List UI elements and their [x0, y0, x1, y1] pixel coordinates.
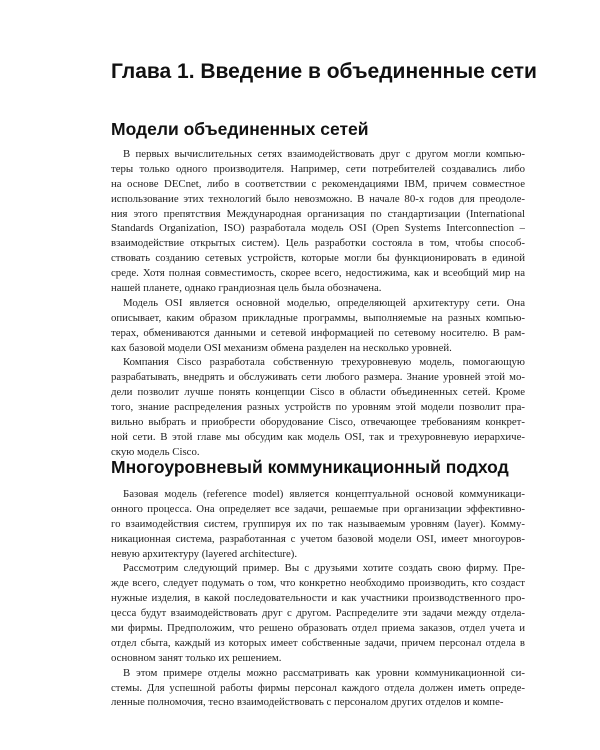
paragraph [111, 296, 525, 356]
text-line: нашей планете, однако грандиозная цель была обозначена. [111, 282, 382, 295]
text-line: того, знание распределения разных устройств по уровням этой модели позволит пра- [111, 401, 525, 414]
text-line: описывает, каким образом прикладные программы, выполняемые на разных компью- [111, 311, 525, 324]
text-line: Компания Cisco разработала собственную трехуровневую модель, помогающую [123, 356, 525, 369]
paragraph [111, 487, 525, 561]
text-line: жде всего, следует подумать о том, что конкретно необходимо производить, кто создаст [111, 577, 525, 590]
text-line: никационная система, разработанная с учетом базовой модели OSI, имеет многоуров- [111, 532, 525, 545]
text-line: основном занят только их решением. [111, 651, 282, 664]
text-line: В этом примере отделы можно рассматривать как уровни коммуникационной си- [123, 666, 525, 679]
text-line: Рассмотрим следующий пример. Вы с друзьями хотите создать свою фирму. Пре- [123, 562, 525, 575]
text-line: дели позволит лучше понять концепции Cisco в области объединенных сетей. Кроме [111, 386, 525, 399]
text-line: разрабатывать, внедрять и обслуживать сети любого размера. Знание уровней этой мо- [111, 371, 525, 384]
text-line: В первых вычислительных сетях взаимодействовать друг с другом могли компью- [123, 148, 525, 160]
text-line: скую модель Cisco. [111, 445, 200, 458]
paragraph [111, 355, 525, 459]
text-line: онного процесса. Она определяет все задачи, решаемые при организации эффективно- [111, 502, 525, 515]
text-line: ствовать созданию сетевых устройств, которые могли бы функционировать в единой [111, 252, 525, 265]
chapter-title: Глава 1. Введение в объединенные сети [111, 60, 537, 83]
text-line: невую архитектуру (layered architecture). [111, 547, 298, 560]
text-line: отдел сбыта, каждый из которых имеет собственные задачи, причем персонал отдела в [111, 636, 525, 649]
text-line: ленные полномочия, тесно взаимодействовать с персоналом других отделов и компе- [111, 696, 504, 709]
text-line: го взаимодействия систем, группируя их по так называемым уровням (layer). Комму- [111, 517, 525, 530]
section-body-internetwork-models [111, 147, 525, 460]
text-line: на основе DECnet, либо в соответствии с рекомендациями IBM, причем совместное [111, 177, 525, 190]
section-title-layered-approach: Многоуровневый коммуникационный подход [111, 457, 509, 477]
text-line: Базовая модель (reference model) является концептуальной основой коммуникаци- [123, 488, 525, 500]
text-line: стемы. Для успешной работы фирмы персонал каждого отдела должен иметь опреде- [111, 681, 525, 694]
text-line: Standards Organization, ISO) разработала модель OSI (Open Systems Interconnection – [111, 222, 525, 235]
text-line: теры только одного производителя. Например, сети потребителей создавались либо [111, 162, 525, 175]
text-line: использование этих технологий было невозможно. В начале 80-х годов для преодоле- [111, 192, 525, 205]
text-line: взаимодействие открытых систем). Цель разработки состояла в том, чтобы способ- [111, 237, 525, 250]
text-line: среде. Хотя полная совместимость, скорее всего, недостижима, как и всеобщий мир на [111, 267, 525, 280]
text-line: ках базовой модели OSI механизм обмена разделен на несколько уровней. [111, 341, 452, 354]
text-line: терах, обмениваются данными и сетевой информацией по сетевому носителю. В рам- [111, 326, 525, 339]
text-line: ми фирмы. Предположим, что решено образовать отдел приема заказов, отдел учета и [111, 622, 525, 635]
text-line: цесса будут взаимодействовать друг с другом. Распределите эти задачи между отдела- [111, 607, 525, 620]
section-body-layered-approach [111, 487, 525, 710]
text-line: Модель OSI является основной моделью, определяющей архитектуру сети. Она [123, 296, 525, 309]
paragraph [111, 666, 525, 711]
text-line: нужные изделия, в какой последовательности и как участники производственного про- [111, 592, 525, 605]
text-line: вильно выбрать и приобрести оборудование Cisco, отвечающее требованиям конкрет- [111, 416, 525, 429]
section-title-internetwork-models: Модели объединенных сетей [111, 119, 369, 139]
paragraph [111, 147, 525, 296]
paragraph [111, 561, 525, 665]
text-line: ния этого препятствия Международная организация по стандартизации (International [111, 207, 525, 220]
text-line: ной сети. В этой главе мы обсудим как модель OSI, так и трехуровневую иерархиче- [111, 430, 525, 443]
